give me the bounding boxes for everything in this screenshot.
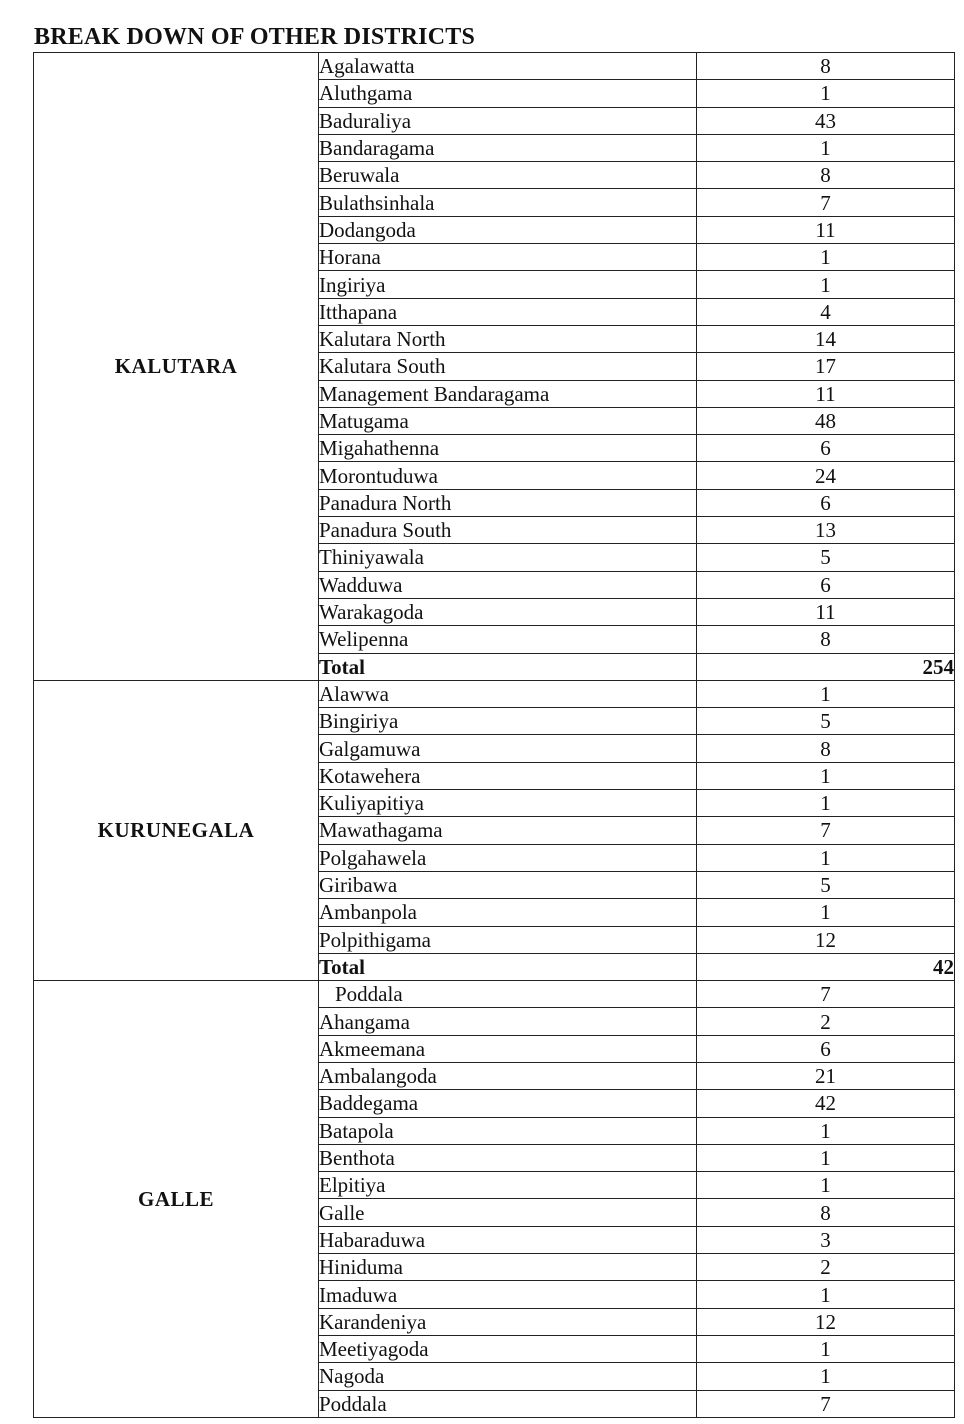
area-count: 2 — [697, 1254, 955, 1281]
area-name: Warakagoda — [319, 598, 697, 625]
area-count: 3 — [697, 1226, 955, 1253]
area-count: 48 — [697, 407, 955, 434]
area-name: Thiniyawala — [319, 544, 697, 571]
area-name: Polpithigama — [319, 926, 697, 953]
area-count: 17 — [697, 353, 955, 380]
area-name: Bingiriya — [319, 708, 697, 735]
area-name: Kalutara South — [319, 353, 697, 380]
area-name: Karandeniya — [319, 1308, 697, 1335]
area-count: 1 — [697, 1281, 955, 1308]
area-count: 43 — [697, 107, 955, 134]
area-name: Wadduwa — [319, 571, 697, 598]
total-label: Total — [319, 653, 697, 680]
area-count: 11 — [697, 380, 955, 407]
area-name: Kuliyapitiya — [319, 790, 697, 817]
area-name: Poddala — [319, 1390, 697, 1417]
area-count: 1 — [697, 1172, 955, 1199]
area-count: 21 — [697, 1062, 955, 1089]
area-count: 1 — [697, 1117, 955, 1144]
area-count: 8 — [697, 53, 955, 80]
area-name: Imaduwa — [319, 1281, 697, 1308]
area-count: 7 — [697, 1390, 955, 1417]
area-name: Mawathagama — [319, 817, 697, 844]
area-count: 5 — [697, 544, 955, 571]
area-name: Alawwa — [319, 680, 697, 707]
area-count: 1 — [697, 680, 955, 707]
area-count: 11 — [697, 216, 955, 243]
area-count: 8 — [697, 162, 955, 189]
area-name: Horana — [319, 244, 697, 271]
area-name: Poddala — [319, 981, 697, 1008]
table-row — [34, 680, 955, 707]
area-name: Panadura North — [319, 489, 697, 516]
area-name: Matugama — [319, 407, 697, 434]
district-breakdown-table — [33, 52, 955, 1418]
area-name: Kotawehera — [319, 762, 697, 789]
area-name: Migahathenna — [319, 435, 697, 462]
area-name: Polgahawela — [319, 844, 697, 871]
area-count: 42 — [697, 1090, 955, 1117]
area-name: Meetiyagoda — [319, 1335, 697, 1362]
area-name: Batapola — [319, 1117, 697, 1144]
district-name: KURUNEGALA — [34, 680, 319, 980]
area-count: 24 — [697, 462, 955, 489]
area-name: Itthapana — [319, 298, 697, 325]
area-name: Management Bandaragama — [319, 380, 697, 407]
area-count: 5 — [697, 871, 955, 898]
area-name: Kalutara North — [319, 325, 697, 352]
total-value: 42 — [697, 953, 955, 980]
area-name: Nagoda — [319, 1363, 697, 1390]
area-count: 1 — [697, 790, 955, 817]
area-count: 1 — [697, 899, 955, 926]
area-count: 6 — [697, 571, 955, 598]
area-count: 14 — [697, 325, 955, 352]
area-name: Elpitiya — [319, 1172, 697, 1199]
area-count: 6 — [697, 435, 955, 462]
area-name: Welipenna — [319, 626, 697, 653]
area-name: Benthota — [319, 1144, 697, 1171]
area-count: 8 — [697, 735, 955, 762]
area-count: 7 — [697, 981, 955, 1008]
table-body — [34, 53, 955, 1418]
page-title: BREAK DOWN OF OTHER DISTRICTS — [34, 24, 475, 50]
total-label: Total — [319, 953, 697, 980]
area-name: Giribawa — [319, 871, 697, 898]
table-row — [34, 53, 955, 80]
area-name: Ambalangoda — [319, 1062, 697, 1089]
total-value: 254 — [697, 653, 955, 680]
area-count: 1 — [697, 1335, 955, 1362]
area-count: 6 — [697, 489, 955, 516]
area-count: 2 — [697, 1008, 955, 1035]
area-count: 1 — [697, 244, 955, 271]
area-name: Galgamuwa — [319, 735, 697, 762]
area-name: Ingiriya — [319, 271, 697, 298]
area-name: Bandaragama — [319, 134, 697, 161]
area-name: Dodangoda — [319, 216, 697, 243]
area-count: 1 — [697, 271, 955, 298]
area-count: 12 — [697, 926, 955, 953]
area-name: Ahangama — [319, 1008, 697, 1035]
area-count: 7 — [697, 817, 955, 844]
area-name: Aluthgama — [319, 80, 697, 107]
area-count: 1 — [697, 762, 955, 789]
area-count: 4 — [697, 298, 955, 325]
area-count: 7 — [697, 189, 955, 216]
area-name: Agalawatta — [319, 53, 697, 80]
area-name: Baddegama — [319, 1090, 697, 1117]
area-name: Akmeemana — [319, 1035, 697, 1062]
area-count: 11 — [697, 598, 955, 625]
table-row — [34, 981, 955, 1008]
area-name: Bulathsinhala — [319, 189, 697, 216]
district-name: GALLE — [34, 981, 319, 1418]
area-count: 1 — [697, 134, 955, 161]
area-name: Ambanpola — [319, 899, 697, 926]
area-name: Habaraduwa — [319, 1226, 697, 1253]
district-name: KALUTARA — [34, 53, 319, 681]
area-count: 13 — [697, 517, 955, 544]
area-count: 6 — [697, 1035, 955, 1062]
area-count: 1 — [697, 80, 955, 107]
area-name: Panadura South — [319, 517, 697, 544]
area-count: 5 — [697, 708, 955, 735]
area-name: Galle — [319, 1199, 697, 1226]
area-name: Beruwala — [319, 162, 697, 189]
area-name: Morontuduwa — [319, 462, 697, 489]
area-count: 1 — [697, 1144, 955, 1171]
area-count: 1 — [697, 844, 955, 871]
area-count: 8 — [697, 1199, 955, 1226]
area-count: 8 — [697, 626, 955, 653]
area-count: 12 — [697, 1308, 955, 1335]
area-count: 1 — [697, 1363, 955, 1390]
area-name: Baduraliya — [319, 107, 697, 134]
area-name: Hiniduma — [319, 1254, 697, 1281]
